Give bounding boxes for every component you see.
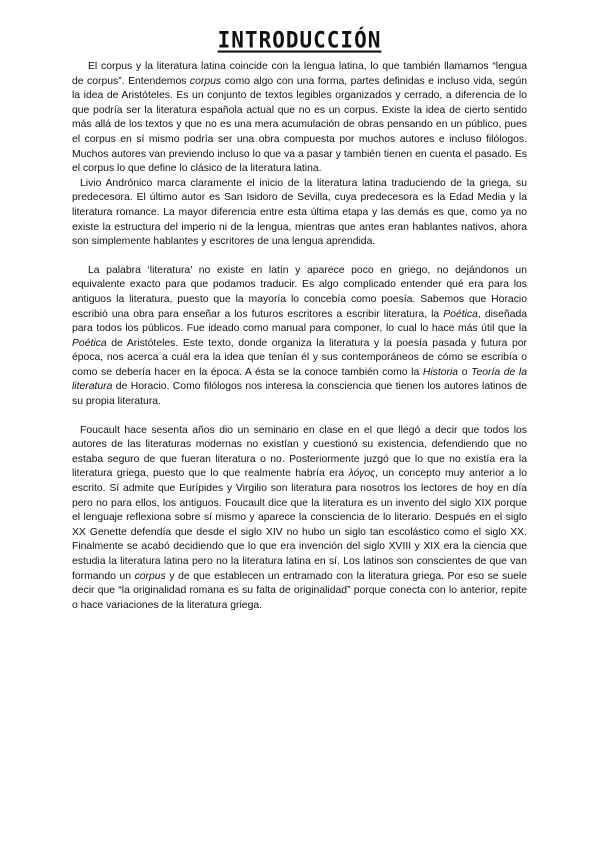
paragraph-text: como algo con una forma, partes definidas e incluso vida, según la idea de Aristóteles. Es un conjunto de textos legibles organizados y cerrado, a diferencia de lo que podría ser la literatura española actual que no es un corpus. Existe la idea de cierto sentido más allá de los textos y que no es una mera acumulación de obras pensando en un público, pues el corpus en sí mismo podría ser una obra compuesta por muchos autores e incluso filólogos. Muchos autores van previendo incluso lo que va a pasar y también tienen en cuenta el pasado. Es el corpus lo que define lo clásico de la literatura latina. [72, 75, 527, 175]
paragraph-text: La palabra ‘literatura’ no existe en latín y aparece poco en griego, no dejándonos un equivalente exacto para que podamos traducir. Es algo complicado entender qué era para los antiguos la literatura, puesto que la mayoría lo concebía como poesía. Sabemos que Horacio escribió una obra para enseñar a los futuros escritores a escribir literatura, la [72, 264, 527, 320]
italic-term: Poética [443, 308, 478, 320]
page-title: INTRODUCCIÓN [217, 27, 382, 53]
italic-term: corpus [134, 570, 166, 582]
paragraph-text: de Aristóteles. Este texto, donde organiza la literatura y la poesía pasada y futura por época, nos acerca a cuál era la idea que tenían él y sus contemporáneos de cómo se escribía o como se debería hacer en la época. A ésta se la conoce también como la [72, 337, 527, 378]
paragraph-text: El corpus y la literatura latina coincide con la lengua latina, lo que también llamamos “lengua de corpus”. Entendemos [72, 61, 527, 87]
paragraph-livio-andronico: Livio Andrónico marca claramente el inicio de la literatura latina traduciendo de la griega, su predecesora. El último autor es San Isidoro de Sevilla, cuya predecesora es la Edad Media y la literatura romance. La mayor diferencia entre esta última etapa y las demás es que, como ya no existe la estructura del imperio ni de la lengua, mientras que antes eran hablantes nativos, ahora son simplemente hablantes y escritores de una lengua aprendida. [72, 177, 527, 248]
italic-term: corpus [189, 75, 222, 87]
paragraph-gap [72, 410, 527, 424]
paragraph-text: Foucault hace sesenta años dio un seminario en clase en el que llegó a decir que todos los autores de las literaturas modernas no existían y cuestionó su existencia, defendiendo que no estaba seguro de que fueran literatura o no. Posteriormente juzgó que lo que no existía era la literatura griega, puesto que lo que realmente habría era [72, 424, 527, 480]
paragraph-text: y de que establecen un entramado con la literatura griega. Por eso se suele decir que “la originalidad romana es su falta de originalidad” porque conecta con lo anterior, repite o hace variaciones de la literatura griega. [72, 570, 527, 611]
italic-term: Poética [72, 337, 107, 349]
paragraph-corpus [72, 60, 527, 177]
paragraph-text: , diseñada para todos los públicos. Fue ideado como manual para componer, lo cual lo hace más útil que la [72, 308, 528, 335]
italic-term: Historia [422, 366, 459, 378]
document-page [72, 26, 527, 613]
paragraph-gap [72, 250, 527, 264]
italic-term: λόγος [348, 468, 376, 480]
italic-term: Teoría de la literatura [72, 366, 527, 393]
paragraph-literatura [72, 264, 527, 410]
paragraph-foucault [72, 424, 527, 614]
paragraph-text: o [458, 366, 472, 378]
paragraph-text: , un concepto muy anterior a lo escrito. Sí admite que Eurípides y Virgilio son literatura para nosotros los lectores de hoy en día pero no para ellos, los antiguos. Foucault dice que la literatura es un invento del siglo XIX porque el lenguaje reflexiona sobre sí mismo y aparece la consciencia de lo literario. Después en el siglo XX Genette defendía que desde el siglo XIV no hubo un siglo tan escolástico como el siglo XX. Finalmente se acabó decidiendo que lo que era invención del siglo XVIII y XIX era la ciencia que estudia la literatura latina pero no la literatura latina en sí. Los latinos son conscientes de que van formando un [72, 468, 527, 582]
paragraph-text: de Horacio. Como filólogos nos interesa la consciencia que tienen los autores latinos de su propia literatura. [72, 381, 527, 408]
